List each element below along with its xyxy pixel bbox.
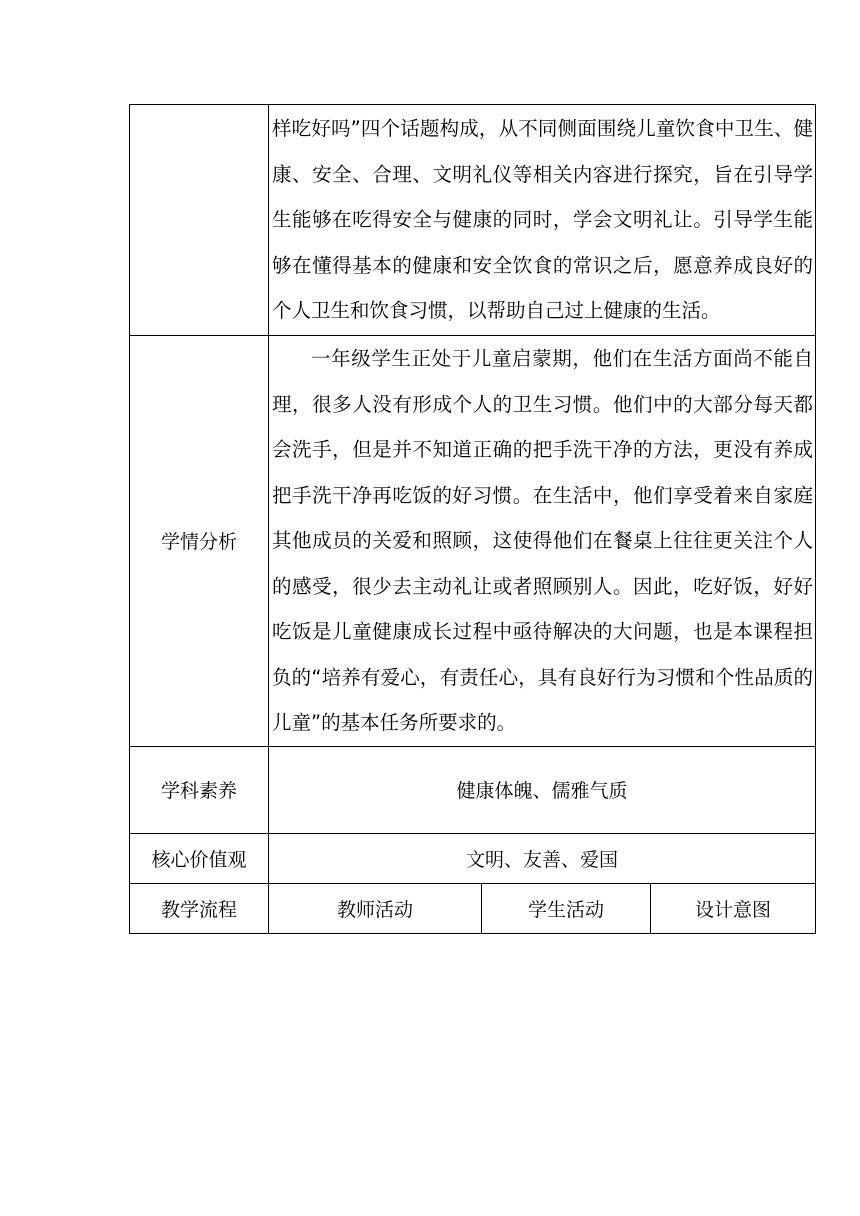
intro-row [130, 105, 816, 336]
lesson-plan-table [129, 104, 816, 934]
literacy-row [130, 746, 816, 833]
teacher-activity-header: 教师活动 [269, 883, 482, 933]
literacy-value: 健康体魄、儒雅气质 [269, 746, 816, 833]
flow-row [130, 883, 816, 933]
intro-text: 样吃好吗”四个话题构成，从不同侧面围绕儿童饮食中卫生、健康、安全、合理、文明礼仪等相关内容进行探究，旨在引导学生能够在吃得安全与健康的同时，学会文明礼让。引导学生能够在懂得基本的健康和安全饮食的常识之后，愿意养成良好的个人卫生和饮食习惯，以帮助自己过上健康的生活。 [272, 117, 814, 323]
analysis-label: 学情分析 [130, 336, 269, 747]
analysis-text-cell [269, 336, 816, 747]
flow-label: 教学流程 [130, 883, 269, 933]
values-value: 文明、友善、爱国 [269, 833, 816, 883]
student-activity-header: 学生活动 [482, 883, 651, 933]
analysis-row [130, 336, 816, 747]
design-intent-header: 设计意图 [651, 883, 816, 933]
intro-label-cell [130, 105, 269, 336]
values-row [130, 833, 816, 883]
intro-text-cell [269, 105, 816, 336]
literacy-label: 学科素养 [130, 746, 269, 833]
values-label: 核心价值观 [130, 833, 269, 883]
analysis-text: 一年级学生正处于儿童启蒙期，他们在生活方面尚不能自理，很多人没有形成个人的卫生习惯。他们中的大部分每天都会洗手，但是并不知道正确的把手洗干净的方法，更没有养成把手洗干净再吃饭的好习惯。在生活中，他们享受着来自家庭其他成员的关爱和照顾，这使得他们在餐桌上往往更关注个人的感受，很少去主动礼让或者照顾别人。因此，吃好饭，好好吃饭是儿童健康成长过程中亟待解决的大问题，也是本课程担负的“培养有爱心，有责任心，具有良好行为习惯和个性品质的儿童”的基本任务所要求的。 [272, 347, 814, 734]
